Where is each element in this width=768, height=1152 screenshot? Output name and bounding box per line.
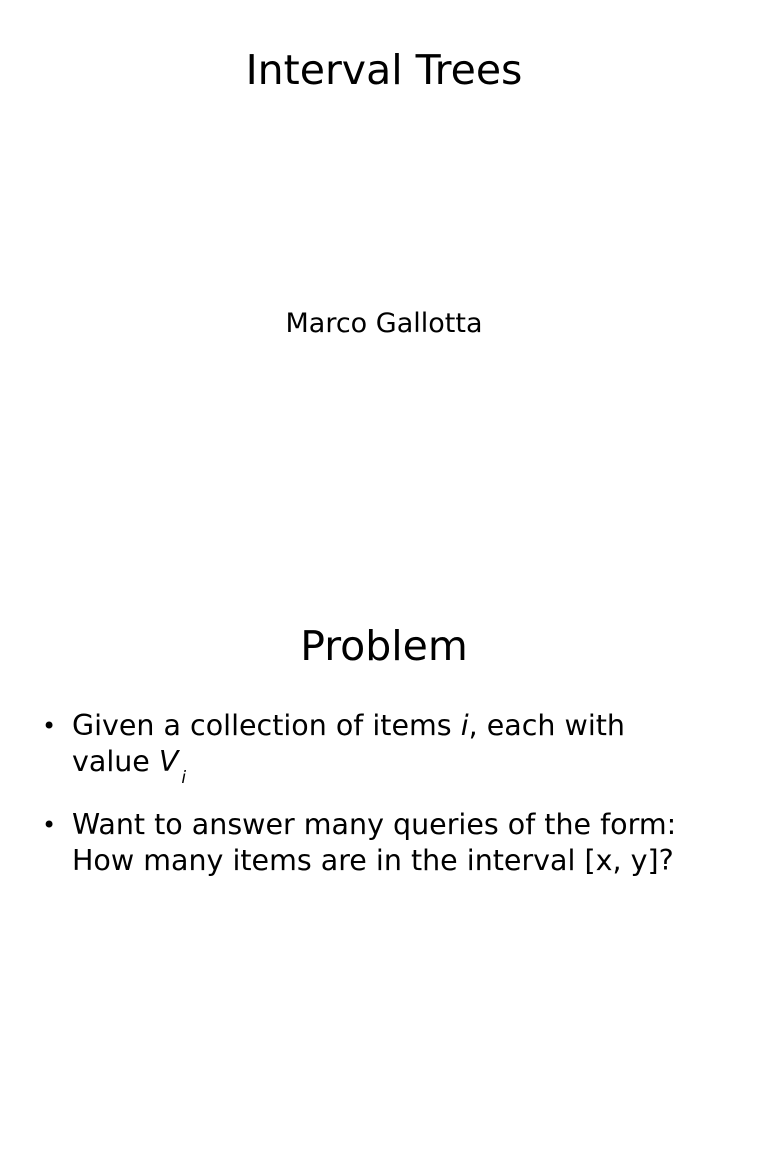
text-segment: , each with xyxy=(468,709,625,742)
text-segment: value xyxy=(72,745,159,778)
italic-variable: V xyxy=(158,745,179,778)
text-segment: Given a collection of items xyxy=(72,709,461,742)
bullet-icon: • xyxy=(42,712,57,740)
bullet-icon: • xyxy=(42,811,57,839)
bullet-text xyxy=(72,709,742,788)
slide-title: Interval Trees xyxy=(245,46,523,94)
text-line: How many items are in the interval [x, y]? xyxy=(72,844,674,877)
slide-title: Problem xyxy=(300,622,468,670)
italic-variable: i xyxy=(460,709,469,742)
text-line xyxy=(72,744,742,788)
bullet-text xyxy=(72,808,676,877)
problem-slide xyxy=(0,576,768,1152)
author-name: Marco Gallotta xyxy=(285,308,483,339)
bullet-list xyxy=(42,708,742,879)
subscript: i xyxy=(181,768,187,788)
bullet-item xyxy=(42,708,742,786)
text-line: Want to answer many queries of the form: xyxy=(72,808,677,841)
bullet-item xyxy=(42,807,742,879)
